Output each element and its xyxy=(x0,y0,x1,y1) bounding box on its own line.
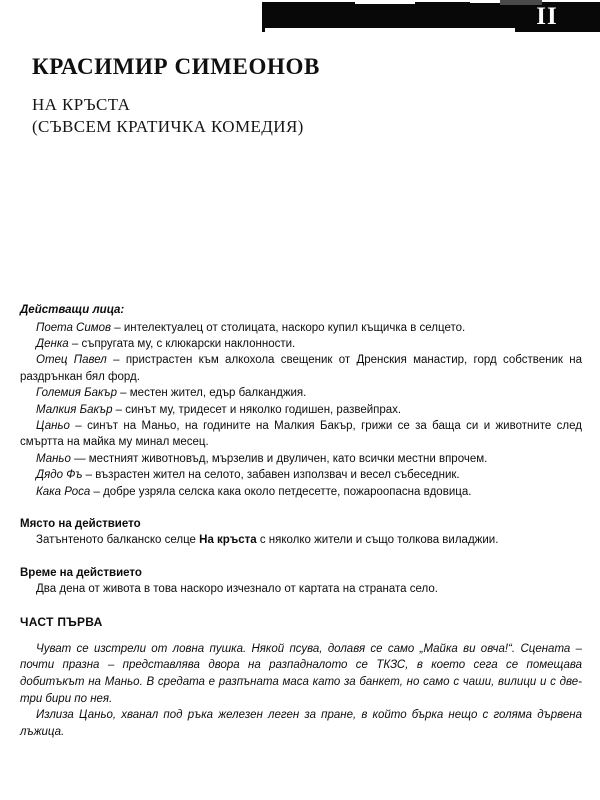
cast-entry-name: Маньо xyxy=(36,452,71,465)
play-title xyxy=(32,94,304,138)
cast-list-heading: Действащи лица: xyxy=(20,304,125,316)
cast-entry xyxy=(20,418,582,451)
place-text-before: Затънтеното балканско селце xyxy=(36,534,200,547)
cast-list xyxy=(20,320,582,500)
cast-entry xyxy=(20,336,582,352)
scan-artifact-notch-a xyxy=(355,0,415,4)
scan-artifact-notch-d xyxy=(265,28,515,32)
cast-entry xyxy=(20,320,582,336)
cast-entry-name: Цаньо xyxy=(36,419,70,432)
author-name: КРАСИМИР СИМЕОНОВ xyxy=(32,54,320,79)
cast-entry-desc: – интелектуалец от столицата, наскоро купил къщичка в селцето. xyxy=(111,321,466,334)
play-title-line-2: (СЪВСЕМ КРАТИЧКА КОМЕДИЯ) xyxy=(32,117,304,136)
cast-entry xyxy=(20,484,582,500)
part-one-heading: ЧАСТ ПЪРВА xyxy=(20,614,103,629)
cast-entry-name: Малкия Бакър xyxy=(36,403,113,416)
cast-entry-desc: – местен жител, едър балканджия. xyxy=(116,387,307,400)
cast-entry-desc: – синът на Маньо, на годините на Малкия Бакър, грижи се за баща си и животните след смъртта на майка му минал месец. xyxy=(20,419,582,449)
page-folio-number: II xyxy=(536,3,558,30)
cast-entry xyxy=(20,451,582,467)
cast-entry-name: Кака Роса xyxy=(36,485,91,498)
stage-direction: Излиза Цаньо, хванал под ръка железен леген за пране, в който бърка нещо с голяма дървена лъжица. xyxy=(20,709,582,738)
stage-direction: Чуват се изстрели от ловна пушка. Някой псува, долавя се само „Майка ви овча!“. Сцената – почти празна – представлява двора на разпадналото се ТКЗС, в което сега се помещава добитъкът на Маньо. В средата е разпъната маса като за банкет, но само с чаши, вилици и с две-три бири по нея. xyxy=(20,642,582,705)
cast-entry-name: Поета Симов xyxy=(36,321,112,334)
cast-entry-desc: – пристрастен към алкохола свещеник от Дренския манастир, горд собственик на раздрънкан бял форд. xyxy=(20,354,583,383)
cast-entry xyxy=(20,402,582,418)
cast-entry-desc: – съпругата му, с клюкарски наклонности. xyxy=(68,337,296,350)
play-title-line-1: НА КРЪСТА xyxy=(32,95,131,114)
cast-entry xyxy=(20,467,582,483)
cast-entry xyxy=(20,385,582,401)
cast-entry-desc: – добре узряла селска кака около петдесетте, пожароопасна вдовица. xyxy=(90,485,472,498)
scan-artifact-notch-b xyxy=(470,0,500,3)
time-of-action-text: Два дена от живота в това наскоро изчезнало от картата на страната село. xyxy=(36,583,438,596)
page-body xyxy=(20,302,582,740)
place-text-after: с няколко жители и също толкова виладжии. xyxy=(256,534,499,547)
spacer xyxy=(20,631,582,641)
spacer xyxy=(20,500,582,516)
cast-entry-desc: – синът му, тридесет и няколко годишен, развейпрах. xyxy=(112,403,402,416)
place-village-name: На кръста xyxy=(199,534,257,547)
spacer xyxy=(20,598,582,614)
cast-entry-name: Отец Павел xyxy=(36,354,107,367)
cast-entry-name: Денка xyxy=(36,337,69,350)
cast-entry-name: Големия Бакър xyxy=(36,387,117,400)
time-of-action-heading: Време на действието xyxy=(20,566,142,579)
cast-entry-desc: — местният животновъд, мързелив и двуличен, като всички местни впрочем. xyxy=(70,452,488,465)
spacer xyxy=(20,549,582,565)
cast-entry-desc: – възрастен жител на селото, забавен използвач и весел събеседник. xyxy=(82,469,460,482)
place-of-action-heading: Място на действието xyxy=(20,517,141,530)
cast-entry-name: Дядо Фъ xyxy=(36,469,83,482)
cast-entry xyxy=(20,352,582,385)
place-of-action-text xyxy=(20,532,582,548)
